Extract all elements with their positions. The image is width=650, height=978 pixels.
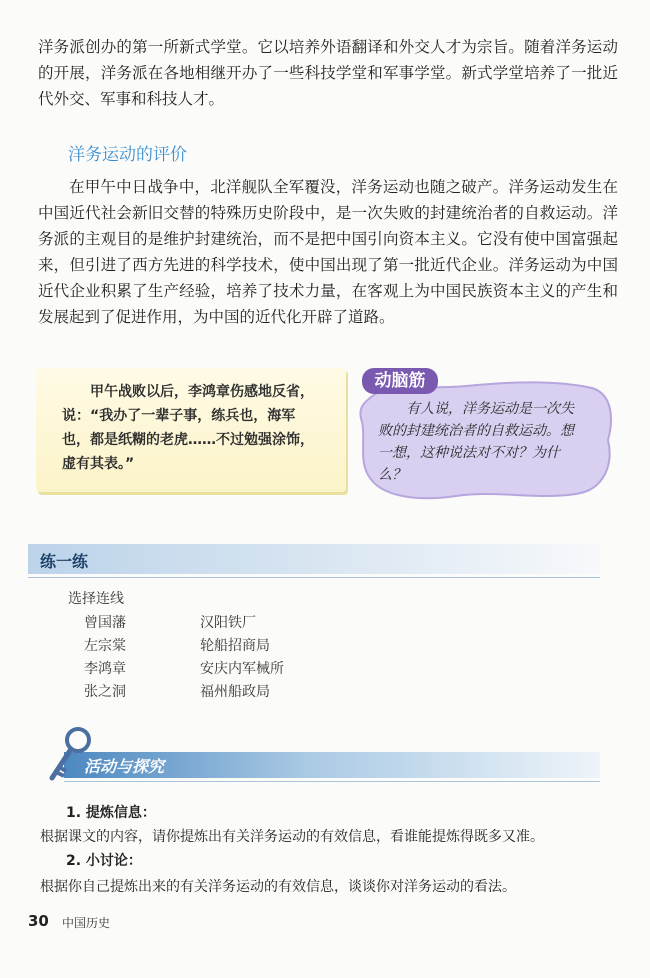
book-title: 中国历史 [62, 916, 111, 930]
section-title: 洋务运动的评价 [68, 145, 187, 165]
match-right-item: 汉阳铁厂 [200, 615, 256, 631]
match-left-column [84, 612, 126, 704]
intro-paragraph: 洋务派创办的第一所新式学堂。它以培养外语翻译和外交人才为宗旨。随着洋务运动的开展，洋务派在各地相继开办了一些科技学堂和军事学堂。新式学堂培养了一批近代外交、军事和科技人才。 [38, 38, 618, 108]
match-right-column [200, 612, 284, 704]
think-badge: 动脑筋 [362, 368, 438, 394]
match-left-item: 李鸿章 [84, 661, 126, 677]
quote-text: 甲午战败以后，李鸿章伤感地反省，说：“我办了一辈子事，练兵也，海军也，都是纸糊的老虎……不过勉强涂饰，虚有其表。” [62, 384, 314, 472]
match-right-item: 福州船政局 [200, 684, 270, 700]
activity-item1-heading: 1. 提炼信息： [66, 805, 156, 821]
practice-header-bar [28, 544, 600, 574]
think-text: 有人说，洋务运动是一次失败的封建统治者的自救运动。想一想，这种说法对不对？为什么？ [378, 401, 574, 483]
activity-item2-body: 根据你自己提炼出来的有关洋务运动的有效信息，谈谈你对洋务运动的看法。 [40, 879, 516, 895]
match-left-item: 张之洞 [84, 684, 126, 700]
match-right-item: 安庆内军械所 [200, 661, 284, 677]
practice-title: 练一练 [40, 552, 89, 571]
practice-divider [28, 577, 600, 578]
page-number: 30 [28, 912, 49, 930]
match-left-item: 曾国藩 [84, 615, 126, 631]
activity-item1-body: 根据课文的内容，请你提炼出有关洋务运动的有效信息，看谁能提炼得既多又准。 [40, 829, 544, 845]
activity-item2-heading: 2. 小讨论： [66, 853, 142, 869]
activity-title: 活动与探究 [84, 757, 165, 776]
body-paragraph: 在甲午中日战争中，北洋舰队全军覆没，洋务运动也随之破产。洋务运动发生在中国近代社会新旧交替的特殊历史阶段中，是一次失败的封建统治者的自救运动。洋务派的主观目的是维护封建统治，而不是把中国引向资本主义。它没有使中国富强起来，但引进了西方先进的科学技术，使中国出现了第一批近代企业。洋务运动为中国近代企业积累了生产经验，培养了技术力量，在客观上为中国民族资本主义的产生和发展起到了促进作用，为中国的近代化开辟了道路。 [38, 178, 618, 326]
match-prompt: 选择连线 [68, 591, 124, 607]
match-left-item: 左宗棠 [84, 638, 126, 654]
activity-divider [64, 781, 600, 782]
match-right-item: 轮船招商局 [200, 638, 270, 654]
